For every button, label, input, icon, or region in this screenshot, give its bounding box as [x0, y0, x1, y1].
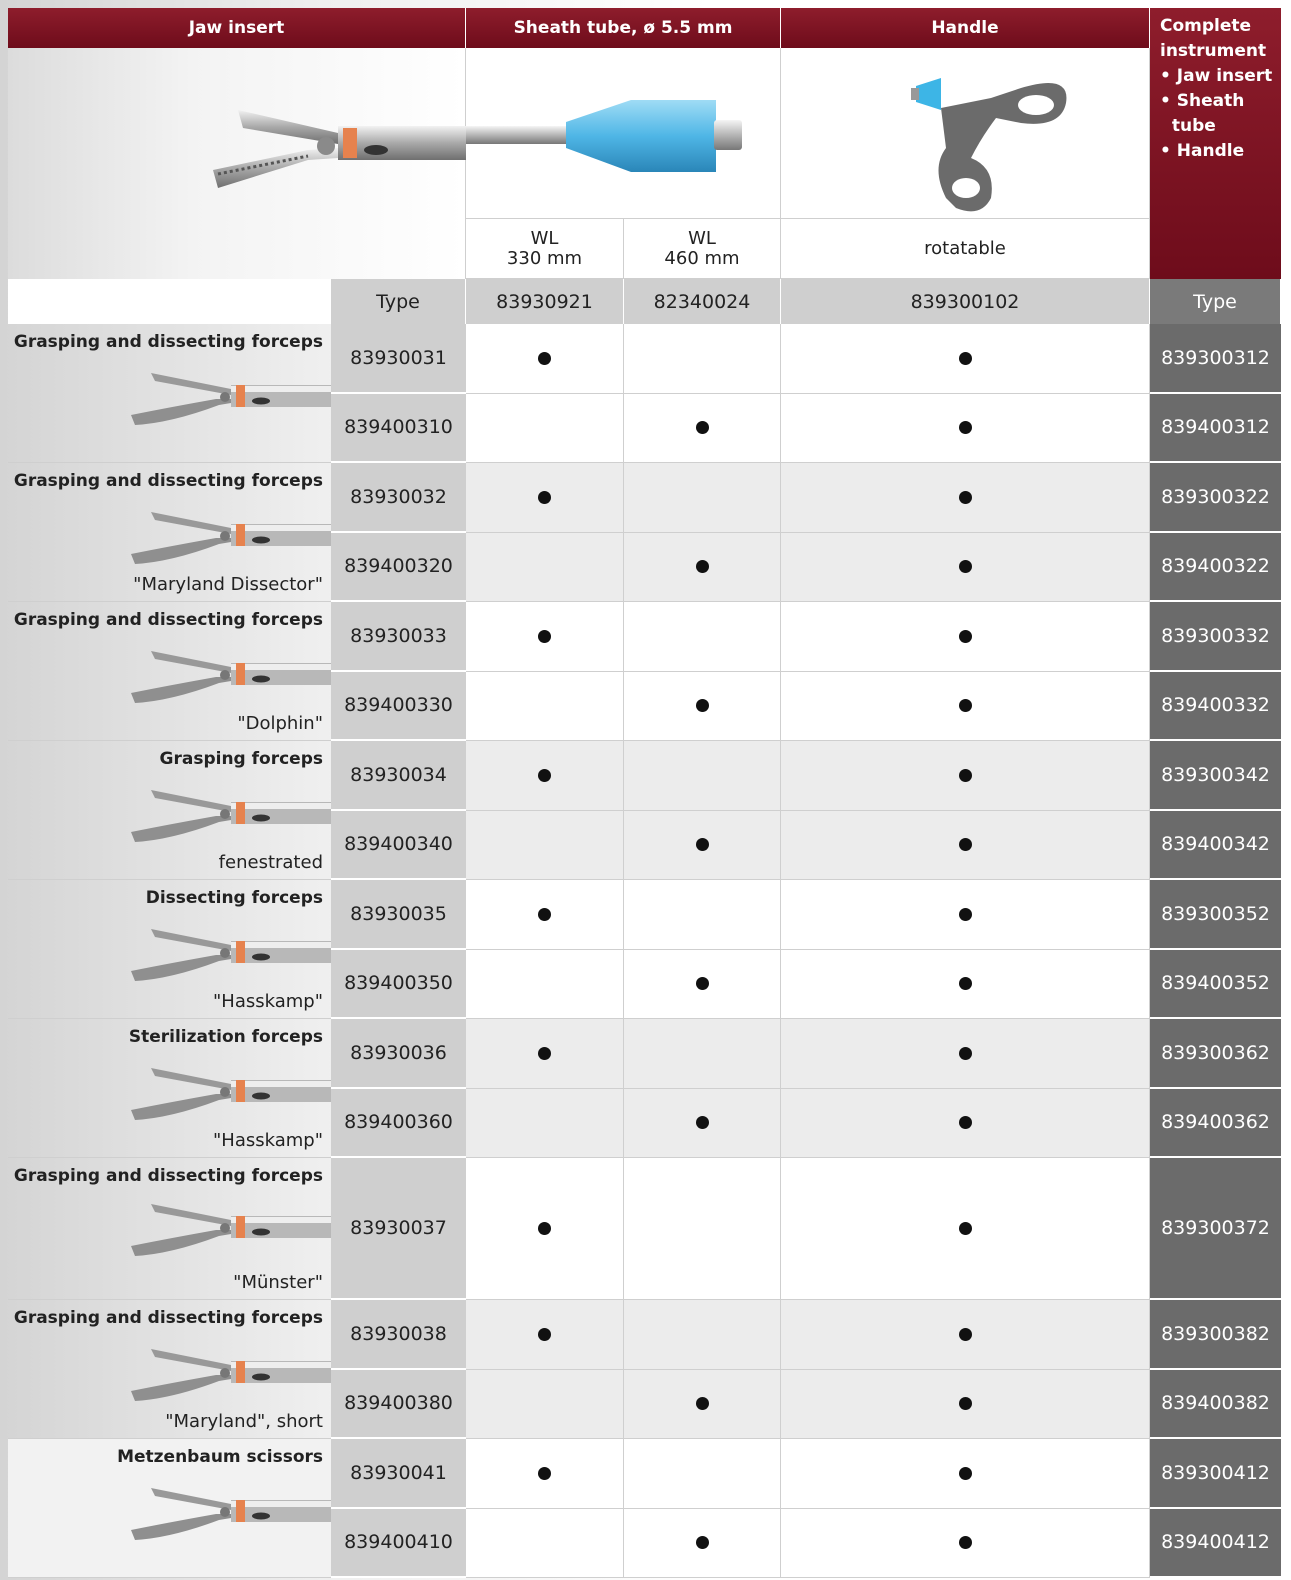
sheath-330-label [466, 219, 624, 279]
product-name: Dissecting forceps [145, 888, 323, 908]
handle-compat-cell [781, 1158, 1150, 1300]
order-type-cell-text: 83930035 [350, 902, 447, 925]
sheath-460-mm: 460 mm [664, 247, 740, 269]
product-variant-label: "Hasskamp" [213, 991, 323, 1012]
handle-image-cell [781, 48, 1150, 219]
sheath-460-compat-cell [624, 741, 781, 811]
bullet-dot-icon [696, 421, 709, 434]
product-variant-label: "Dolphin" [237, 713, 323, 734]
type-row-sheath-460 [624, 279, 781, 324]
sheath-460-wl: WL [688, 227, 716, 249]
bullet-dot-icon [696, 1536, 709, 1549]
sheath-460-compat-cell [624, 1019, 781, 1089]
order-type-cell [331, 880, 466, 950]
complete-instrument-type-cell-text: 839400412 [1161, 1531, 1270, 1554]
complete-line: • Jaw insert [1160, 66, 1273, 86]
complete-line: instrument [1160, 41, 1267, 61]
type-row-type-label [331, 279, 466, 324]
complete-instrument-type-cell-text: 839300312 [1161, 346, 1270, 369]
order-type-cell [331, 950, 466, 1020]
forceps-instrument-icon [121, 780, 331, 850]
handle-compat-cell [781, 1300, 1150, 1370]
bullet-dot-icon [959, 1047, 972, 1060]
bullet-dot-icon [959, 1328, 972, 1341]
handle-compat-cell [781, 1509, 1150, 1579]
order-type-cell [331, 741, 466, 811]
bullet-dot-icon [959, 630, 972, 643]
bullet-dot-icon [959, 491, 972, 504]
order-type-cell-text: 83930034 [350, 763, 447, 786]
complete-instrument-type-cell [1150, 324, 1281, 394]
order-type-cell-text: 83930038 [350, 1322, 447, 1345]
complete-instrument-type-cell [1150, 602, 1281, 672]
complete-instrument-type-cell-text: 839400382 [1161, 1392, 1270, 1415]
complete-instrument-type-cell [1150, 463, 1281, 533]
product-label-cell [8, 1158, 331, 1300]
order-type-cell-text: 839400340 [344, 833, 453, 856]
order-type-cell-text: 839400350 [344, 972, 453, 995]
sheath-330-compat-cell [466, 950, 624, 1020]
complete-instrument-type-cell [1150, 1158, 1281, 1300]
sheath-460-compat-cell [624, 463, 781, 533]
col-header-handle-label: Handle [931, 18, 999, 38]
order-type-cell [331, 1019, 466, 1089]
bullet-dot-icon [959, 699, 972, 712]
handle-compat-cell [781, 602, 1150, 672]
sheath-460-compat-cell [624, 811, 781, 881]
handle-rotatable-label [781, 219, 1150, 279]
complete-line: tube [1160, 116, 1216, 136]
complete-line: Complete [1160, 16, 1252, 36]
sheath-460-compat-cell [624, 533, 781, 603]
order-type-cell [331, 1370, 466, 1440]
order-type-cell-text: 839400320 [344, 555, 453, 578]
sheath-330-wl: WL [530, 227, 559, 249]
handle-compat-cell [781, 811, 1150, 881]
product-label-cell [8, 1439, 331, 1578]
order-type-cell [331, 672, 466, 742]
order-type-cell-text: 839400410 [344, 1531, 453, 1554]
sheath-460-compat-cell [624, 1439, 781, 1509]
sheath-460-compat-cell [624, 324, 781, 394]
type-row-spacer [8, 279, 331, 324]
complete-instrument-type-cell [1150, 672, 1281, 742]
product-variant-label: "Maryland Dissector" [133, 574, 323, 595]
product-name: Grasping and dissecting forceps [13, 1166, 323, 1186]
product-label-cell [8, 463, 331, 602]
complete-instrument-type-cell-text: 839400362 [1161, 1111, 1270, 1134]
sheath-330-compat-cell [466, 1158, 624, 1300]
order-type-cell-text: 83930041 [350, 1461, 447, 1484]
complete-instrument-type-cell [1150, 1439, 1281, 1509]
forceps-instrument-icon [121, 641, 331, 711]
bullet-dot-icon [538, 1328, 551, 1341]
forceps-instrument-icon [121, 1058, 331, 1128]
product-label-cell [8, 741, 331, 880]
handle-compat-cell [781, 880, 1150, 950]
bullet-dot-icon [696, 1397, 709, 1410]
sheath-330-compat-cell [466, 1509, 624, 1579]
sheath-460-label [624, 219, 781, 279]
order-type-cell [331, 1439, 466, 1509]
sheath-330-compat-cell [466, 1439, 624, 1509]
sheath-330-compat-cell [466, 1300, 624, 1370]
complete-instrument-type-cell [1150, 741, 1281, 811]
col-header-sheath-tube [466, 8, 781, 48]
product-variant-label: "Maryland", short [165, 1411, 323, 1432]
complete-instrument-type-cell-text: 839400322 [1161, 555, 1270, 578]
bullet-dot-icon [959, 1222, 972, 1235]
handle-type: 839300102 [910, 290, 1020, 313]
sheath-460-compat-cell [624, 1370, 781, 1440]
product-name: Metzenbaum scissors [117, 1447, 323, 1467]
forceps-instrument-icon [121, 1194, 331, 1264]
type-row-complete-label [1150, 279, 1281, 324]
complete-instrument-type-cell [1150, 811, 1281, 881]
sheath-330-mm: 330 mm [506, 247, 583, 269]
sheath-330-compat-cell [466, 533, 624, 603]
bullet-dot-icon [959, 1397, 972, 1410]
sheath-460-compat-cell [624, 880, 781, 950]
sheath-tube-image-cell [466, 48, 781, 219]
complete-instrument-type-cell [1150, 1509, 1281, 1579]
forceps-instrument-icon [121, 363, 331, 433]
bullet-dot-icon [696, 560, 709, 573]
bullet-dot-icon [538, 1222, 551, 1235]
product-variant-label: fenestrated [218, 852, 323, 873]
order-type-cell-text: 83930037 [350, 1217, 447, 1239]
handle-rotatable-text: rotatable [924, 237, 1006, 259]
bullet-dot-icon [538, 352, 551, 365]
bullet-dot-icon [959, 908, 972, 921]
order-type-cell [331, 324, 466, 394]
order-type-cell [331, 602, 466, 672]
sheath-460-compat-cell [624, 672, 781, 742]
col-header-handle [781, 8, 1150, 48]
forceps-instrument-icon [121, 1339, 331, 1409]
forceps-instrument-icon [8, 48, 466, 279]
handle-compat-cell [781, 1089, 1150, 1159]
product-name: Grasping and dissecting forceps [13, 471, 323, 491]
bullet-dot-icon [959, 421, 972, 434]
handle-compat-cell [781, 741, 1150, 811]
sheath-460-type: 82340024 [653, 290, 751, 313]
order-type-cell [331, 463, 466, 533]
complete-instrument-type-cell [1150, 1370, 1281, 1440]
bullet-dot-icon [959, 1536, 972, 1549]
bullet-dot-icon [696, 977, 709, 990]
bullet-dot-icon [538, 769, 551, 782]
forceps-instrument-icon [121, 919, 331, 989]
sheath-330-type: 83930921 [496, 290, 593, 313]
sheath-330-compat-cell [466, 463, 624, 533]
bullet-dot-icon [538, 908, 551, 921]
handle-compat-cell [781, 324, 1150, 394]
complete-instrument-type-cell [1150, 1300, 1281, 1370]
complete-instrument-type-cell-text: 839300332 [1161, 624, 1270, 647]
type-label-text: Type [376, 290, 420, 313]
bullet-dot-icon [538, 1047, 551, 1060]
complete-instrument-type-cell [1150, 394, 1281, 464]
sheath-460-compat-cell [624, 394, 781, 464]
order-type-cell [331, 1089, 466, 1159]
sheath-330-compat-cell [466, 672, 624, 742]
complete-instrument-type-cell-text: 839400352 [1161, 972, 1270, 995]
complete-instrument-type-cell [1150, 1089, 1281, 1159]
product-name: Grasping and dissecting forceps [13, 610, 323, 630]
complete-instrument-type-cell [1150, 1019, 1281, 1089]
product-name: Grasping and dissecting forceps [13, 332, 323, 352]
bullet-dot-icon [538, 1467, 551, 1480]
bullet-dot-icon [696, 838, 709, 851]
bullet-dot-icon [959, 560, 972, 573]
sheath-460-compat-cell [624, 1300, 781, 1370]
order-type-cell [331, 811, 466, 881]
handle-compat-cell [781, 1439, 1150, 1509]
col-header-jaw-insert-label: Jaw insert [188, 18, 285, 38]
col-header-jaw-insert [8, 8, 466, 48]
bullet-dot-icon [959, 838, 972, 851]
col-header-complete-instrument [1150, 8, 1281, 279]
complete-instrument-type-cell-text: 839300372 [1161, 1217, 1270, 1239]
handle-compat-cell [781, 533, 1150, 603]
handle-compat-cell [781, 672, 1150, 742]
order-type-cell-text: 83930036 [350, 1041, 447, 1064]
product-name: Grasping forceps [159, 749, 323, 769]
complete-instrument-type-cell [1150, 533, 1281, 603]
bullet-dot-icon [959, 1116, 972, 1129]
complete-line: • Sheath [1160, 91, 1245, 111]
handle-compat-cell [781, 950, 1150, 1020]
sheath-330-compat-cell [466, 811, 624, 881]
complete-instrument-type-cell-text: 839400312 [1161, 416, 1270, 439]
sheath-460-compat-cell [624, 1158, 781, 1300]
product-label-cell [8, 1019, 331, 1158]
sheath-460-compat-cell [624, 950, 781, 1020]
order-type-cell-text: 839400380 [344, 1392, 453, 1415]
complete-instrument-type-cell [1150, 880, 1281, 950]
handle-compat-cell [781, 394, 1150, 464]
product-label-cell [8, 324, 331, 463]
sheath-330-compat-cell [466, 1089, 624, 1159]
complete-instrument-type-cell-text: 839400332 [1161, 694, 1270, 717]
complete-instrument-type-cell-text: 839300342 [1161, 763, 1270, 786]
complete-instrument-type-cell-text: 839300362 [1161, 1041, 1270, 1064]
order-type-cell [331, 1300, 466, 1370]
order-type-cell-text: 839400310 [344, 416, 453, 439]
order-type-cell [331, 394, 466, 464]
order-type-cell [331, 533, 466, 603]
order-type-cell-text: 839400360 [344, 1111, 453, 1134]
sheath-330-compat-cell [466, 741, 624, 811]
complete-instrument-type-cell-text: 839300382 [1161, 1322, 1270, 1345]
sheath-330-compat-cell [466, 394, 624, 464]
sheath-460-compat-cell [624, 1509, 781, 1579]
bullet-dot-icon [959, 977, 972, 990]
bullet-dot-icon [538, 491, 551, 504]
bullet-dot-icon [959, 1467, 972, 1480]
complete-line: • Handle [1160, 141, 1245, 161]
order-type-cell [331, 1509, 466, 1579]
complete-instrument-type-cell [1150, 950, 1281, 1020]
sheath-330-compat-cell [466, 1019, 624, 1089]
bullet-dot-icon [959, 352, 972, 365]
handle-compat-cell [781, 1019, 1150, 1089]
sheath-tube-icon [466, 48, 781, 219]
bullet-dot-icon [538, 630, 551, 643]
complete-type-label: Type [1193, 290, 1237, 313]
product-label-cell [8, 880, 331, 1019]
type-row-sheath-330 [466, 279, 624, 324]
product-label-cell [8, 1300, 331, 1439]
product-variant-label: "Münster" [233, 1272, 323, 1293]
sheath-330-compat-cell [466, 602, 624, 672]
order-type-cell-text: 839400330 [344, 694, 453, 717]
sheath-330-compat-cell [466, 1370, 624, 1440]
complete-instrument-type-cell-text: 839300412 [1161, 1461, 1270, 1484]
type-row-handle [781, 279, 1150, 324]
order-type-cell-text: 83930031 [350, 346, 447, 369]
bullet-dot-icon [696, 1116, 709, 1129]
product-name: Grasping and dissecting forceps [13, 1308, 323, 1328]
sheath-460-compat-cell [624, 602, 781, 672]
forceps-instrument-icon [121, 1478, 331, 1548]
forceps-instrument-icon [121, 502, 331, 572]
sheath-460-compat-cell [624, 1089, 781, 1159]
bullet-dot-icon [696, 699, 709, 712]
product-variant-label: "Hasskamp" [213, 1130, 323, 1151]
product-name: Sterilization forceps [128, 1027, 323, 1047]
handle-compat-cell [781, 463, 1150, 533]
order-type-cell [331, 1158, 466, 1300]
sheath-330-compat-cell [466, 880, 624, 950]
col-header-sheath-tube-label: Sheath tube, ø 5.5 mm [513, 18, 733, 38]
order-type-cell-text: 83930033 [350, 624, 447, 647]
jaw-insert-image-cell [8, 48, 466, 279]
product-label-cell [8, 602, 331, 741]
order-type-cell-text: 83930032 [350, 485, 447, 508]
complete-instrument-type-cell-text: 839300352 [1161, 902, 1270, 925]
handle-compat-cell [781, 1370, 1150, 1440]
complete-instrument-type-cell-text: 839400342 [1161, 833, 1270, 856]
sheath-330-compat-cell [466, 324, 624, 394]
complete-instrument-type-cell-text: 839300322 [1161, 485, 1270, 508]
handle-icon [781, 48, 1150, 219]
bullet-dot-icon [959, 769, 972, 782]
